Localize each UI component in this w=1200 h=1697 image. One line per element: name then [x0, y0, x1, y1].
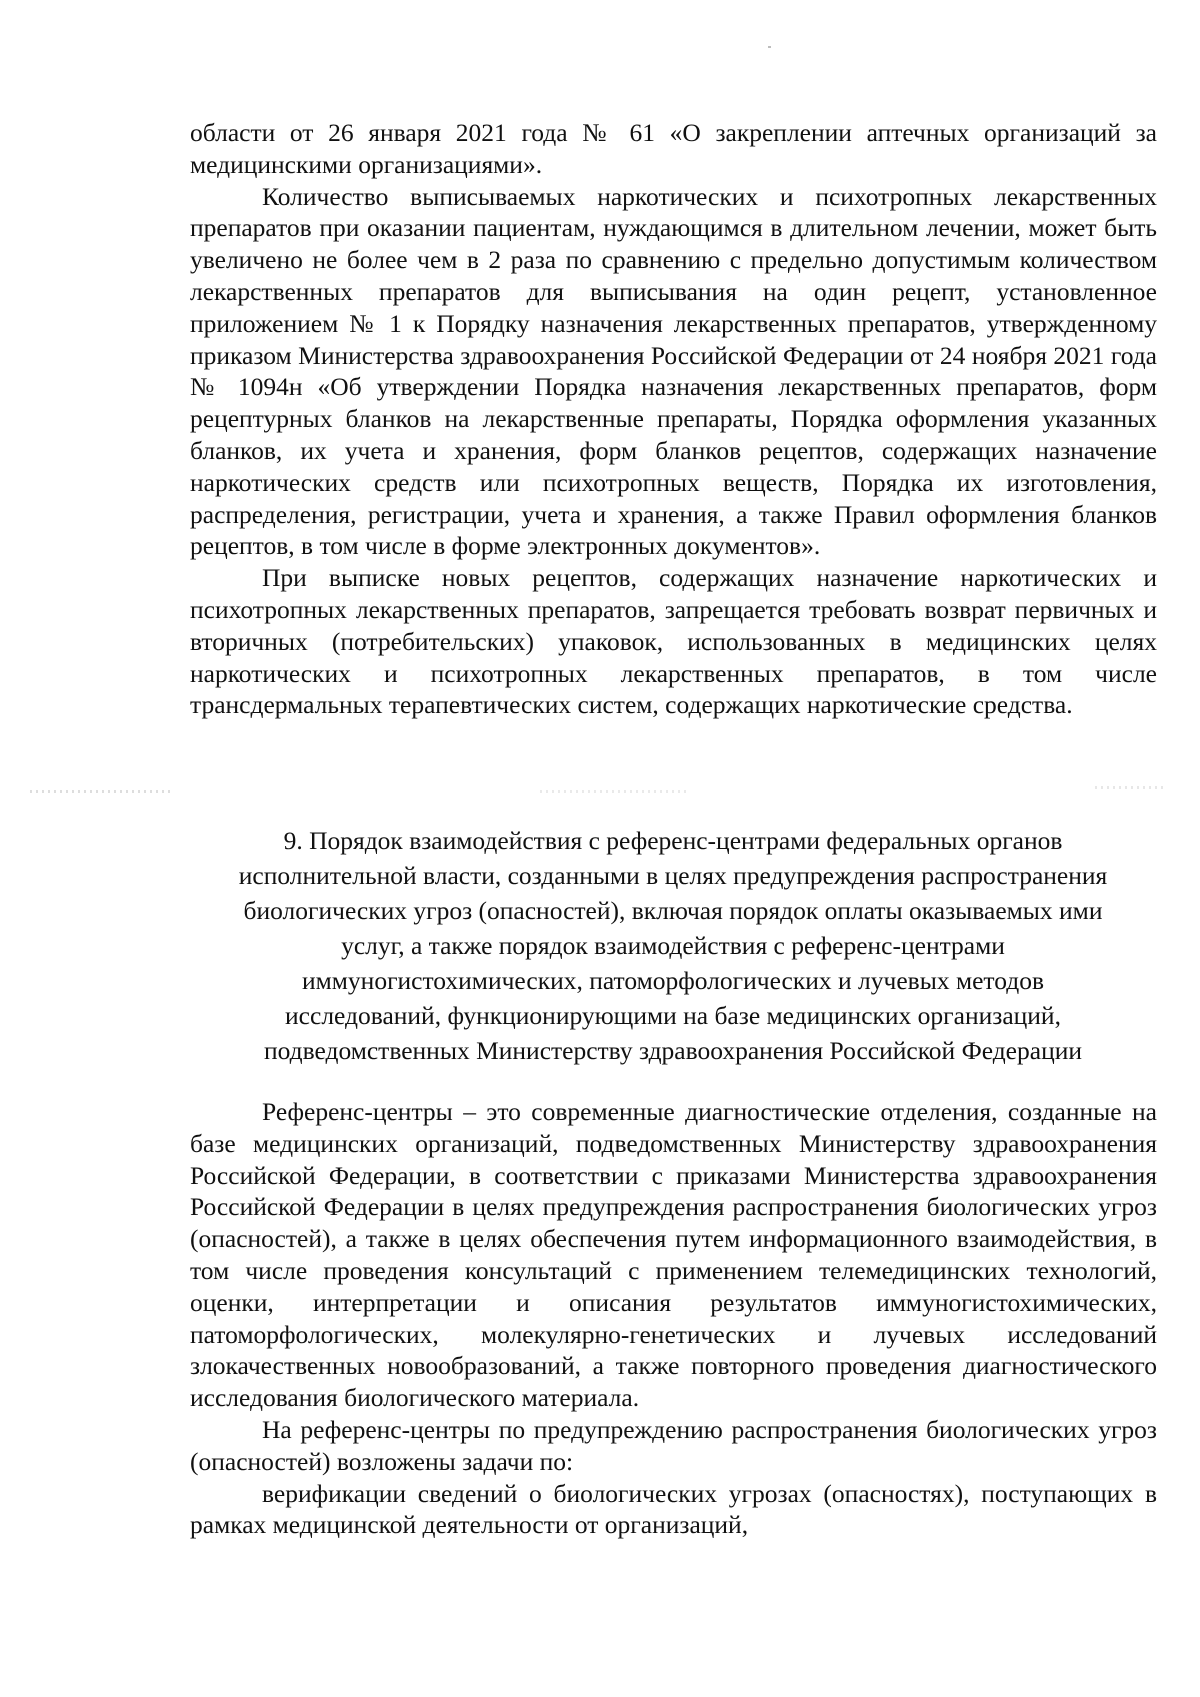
- scan-artifact: [540, 790, 690, 793]
- text-block-top: [190, 117, 1157, 721]
- scan-artifact: [1095, 786, 1165, 789]
- paragraph-prescription-quantity: Количество выписываемых наркотических и психотропных лекарственных препаратов при оказании пациентам, нуждающимся в длительном лечении, может быть увеличено не более чем в 2 раза по сравнению с предельно допустимым количеством лекарственных препаратов для выписывания на один рецепт, установленное приложением № 1 к Порядку назначения лекарственных препаратов, утвержденному приказом Министерства здравоохранения Российской Федерации от 24 ноября 2021 года № 1094н «Об утверждении Порядка назначения лекарственных препаратов, форм рецептурных бланков на лекарственные препараты, Порядка оформления указанных бланков, их учета и хранения, форм бланков рецептов, содержащих назначение наркотических средств или психотропных веществ, Порядка их изготовления, распределения, регистрации, учета и хранения, а также Правил оформления бланков рецептов, в том числе в форме электронных документов».: [190, 181, 1157, 561]
- text-block-bottom: [190, 1096, 1157, 1541]
- heading-line: подведомственных Министерству здравоохранения Российской Федерации: [263, 1036, 1083, 1065]
- heading-line: иммуногистохимических, патоморфологических и лучевых методов: [302, 966, 1044, 995]
- heading-line: исследований, функционирующими на базе медицинских организаций,: [285, 1001, 1061, 1030]
- paragraph-continuation: области от 26 января 2021 года № 61 «О закреплении аптечных организаций за медицинскими организациями».: [190, 118, 1157, 179]
- paragraph-verification: верификации сведений о биологических угрозах (опасностях), поступающих в рамках медицинской деятельности от организаций,: [190, 1478, 1157, 1540]
- section-heading: [178, 823, 1168, 1068]
- paragraph-packaging-return: При выписке новых рецептов, содержащих назначение наркотических и психотропных лекарственных препаратов, запрещается требовать возврат первичных и вторичных (потребительских) упаковок, использованных в медицинских целях наркотических и психотропных лекарственных препаратов, в том числе трансдермальных терапевтических систем, содержащих наркотические средства.: [190, 563, 1157, 720]
- scan-artifact: [30, 790, 170, 793]
- scan-dot: [768, 46, 771, 48]
- paragraph-reference-centers: Референс-центры – это современные диагностические отделения, созданные на базе медицинских организаций, подведомственных Министерству здравоохранения Российской Федерации, в соответствии с приказами Министерства здравоохранения Российской Федерации в целях предупреждения распространения биологических угроз (опасностей), а также в целях обеспечения путем информационного взаимодействия, в том числе проведения консультаций с применением телемедицинских технологий, оценки, интерпретации и описания результатов иммуногистохимических, патоморфологических, молекулярно-генетических и лучевых исследований злокачественных новообразований, а также повторного проведения диагностического исследования биологического материала.: [190, 1097, 1157, 1413]
- heading-line: 9. Порядок взаимодействия с референс-центрами федеральных органов: [283, 826, 1063, 855]
- heading-line: биологических угроз (опасностей), включая порядок оплаты оказываемых ими: [243, 896, 1103, 925]
- heading-line: услуг, а также порядок взаимодействия с референс-центрами: [341, 931, 1005, 960]
- heading-line: исполнительной власти, созданными в целях предупреждения распространения: [238, 861, 1108, 890]
- paragraph-tasks-intro: На референс-центры по предупреждению распространения биологических угроз (опасностей) возложены задачи по:: [190, 1414, 1157, 1476]
